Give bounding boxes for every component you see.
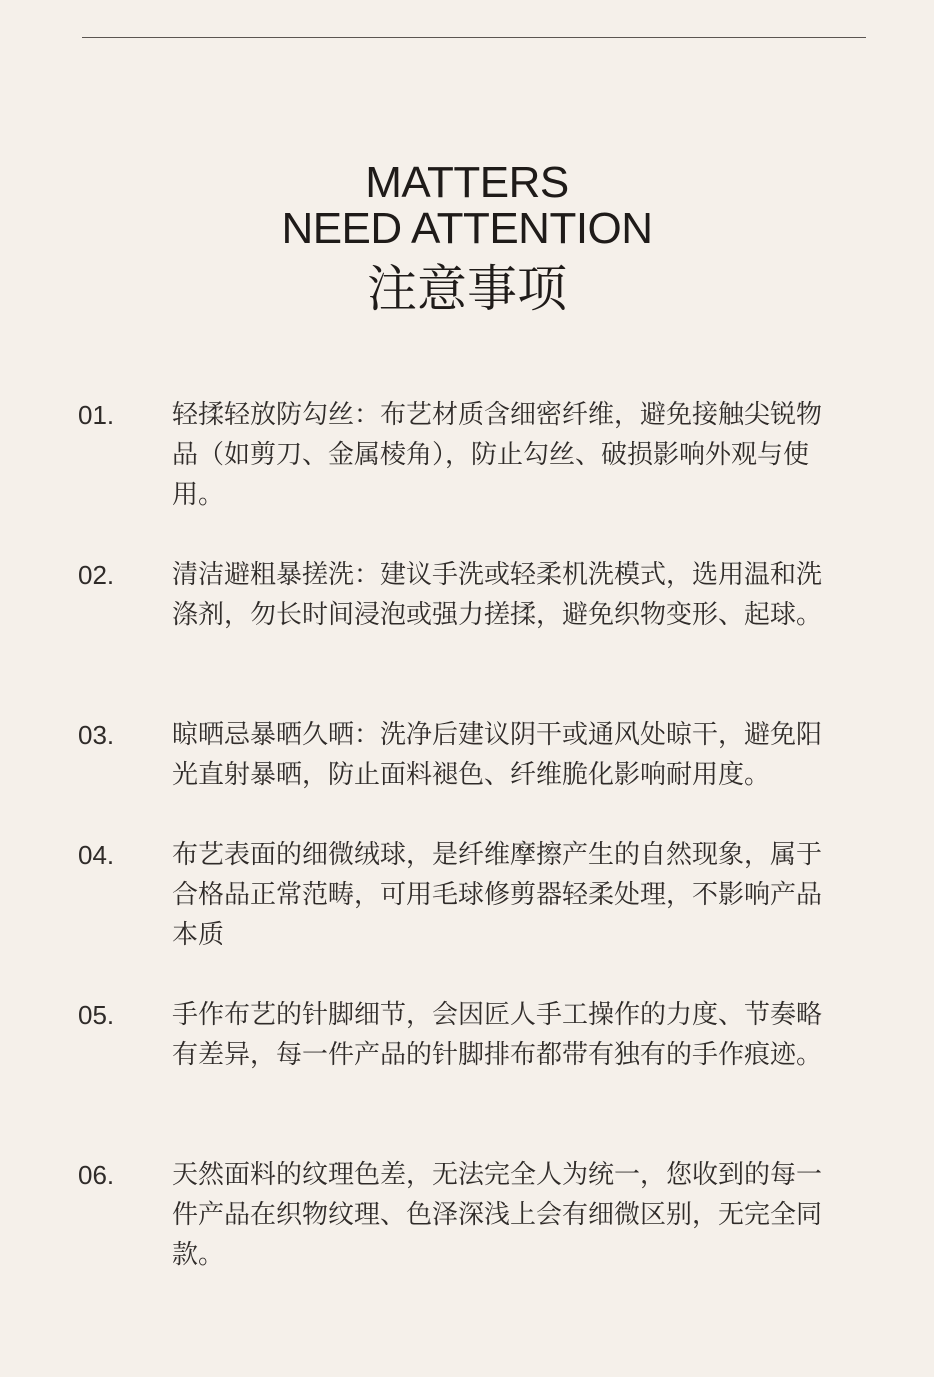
note-text: 布艺表面的细微绒球，是纤维摩擦产生的自然现象，属于合格品正常范畴，可用毛球修剪器轻柔处理，不影响产品本质 <box>172 840 823 950</box>
title-block <box>0 160 934 320</box>
note-number: 06. <box>78 1160 115 1190</box>
note-text: 晾晒忌暴晒久晒：洗净后建议阴干或通风处晾干，避免阳光直射暴晒，防止面料褪色、纤维脆化影响耐用度。 <box>172 720 823 790</box>
note-text: 手作布艺的针脚细节，会因匠人手工操作的力度、节奏略有差异，每一件产品的针脚排布都带有独有的手作痕迹。 <box>172 1000 823 1070</box>
note-number: 02. <box>78 560 115 590</box>
top-divider <box>82 37 866 38</box>
title-zh: 注意事项 <box>367 260 567 318</box>
note-number: 04. <box>78 840 115 870</box>
title-en-line-2: NEED ATTENTION <box>281 204 653 253</box>
note-number: 05. <box>78 1000 115 1030</box>
note-text: 天然面料的纹理色差，无法完全人为统一，您收到的每一件产品在织物纹理、色泽深浅上会有细微区别，无完全同款。 <box>172 1160 823 1270</box>
title-en-line-1: MATTERS <box>365 158 569 207</box>
note-number: 01. <box>78 400 115 430</box>
note-text: 轻揉轻放防勾丝：布艺材质含细密纤维，避免接触尖锐物品（如剪刀、金属棱角），防止勾丝、破损影响外观与使用。 <box>172 400 823 510</box>
note-number: 03. <box>78 720 115 750</box>
note-text: 清洁避粗暴搓洗：建议手洗或轻柔机洗模式，选用温和洗涤剂，勿长时间浸泡或强力搓揉，避免织物变形、起球。 <box>172 560 823 630</box>
